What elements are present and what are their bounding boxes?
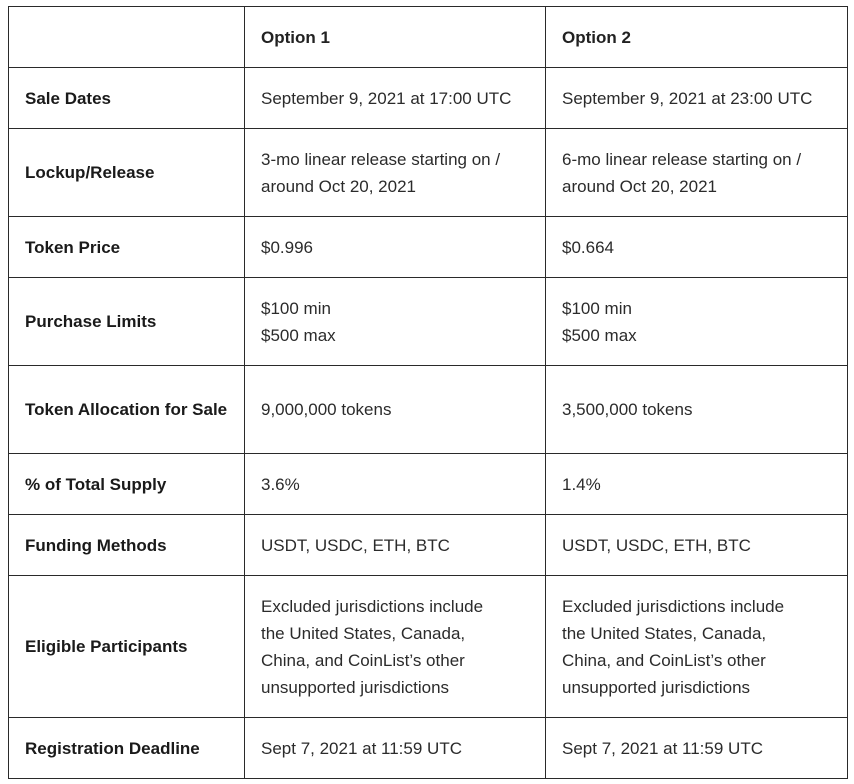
option-1-value bbox=[245, 515, 546, 576]
value-line: $500 max bbox=[562, 325, 637, 345]
value-line: USDT, USDC, ETH, BTC bbox=[261, 535, 450, 555]
value-line: Sept 7, 2021 at 11:59 UTC bbox=[261, 738, 462, 758]
option-1-value bbox=[245, 366, 546, 454]
header-empty-cell bbox=[9, 7, 245, 68]
value-line: Excluded jurisdictions include bbox=[261, 596, 484, 616]
option-2-value bbox=[546, 68, 848, 129]
option-1-value bbox=[245, 718, 546, 779]
value-line: 1.4% bbox=[562, 474, 601, 494]
row-label-total-supply: % of Total Supply bbox=[9, 454, 245, 515]
value-line: 9,000,000 tokens bbox=[261, 400, 392, 419]
value-line: the United States, Canada, bbox=[562, 623, 767, 643]
value-line: September 9, 2021 at 23:00 UTC bbox=[562, 88, 813, 108]
row-label-eligible-participants: Eligible Participants bbox=[9, 576, 245, 718]
row-label-sale-dates: Sale Dates bbox=[9, 68, 245, 129]
header-option-1: Option 1 bbox=[245, 7, 546, 68]
option-2-value bbox=[546, 454, 848, 515]
value-line: 6-mo linear release starting on / bbox=[562, 149, 802, 169]
value-line: $0.664 bbox=[562, 237, 614, 257]
option-1-value bbox=[245, 454, 546, 515]
value-line: $0.996 bbox=[261, 237, 313, 257]
option-2-value bbox=[546, 515, 848, 576]
table-row bbox=[9, 217, 848, 278]
value-line: around Oct 20, 2021 bbox=[261, 176, 417, 196]
table-row bbox=[9, 278, 848, 366]
option-2-value bbox=[546, 129, 848, 217]
value-line: 3,500,000 tokens bbox=[562, 400, 693, 419]
table-row bbox=[9, 576, 848, 718]
option-2-value bbox=[546, 366, 848, 454]
option-2-value bbox=[546, 718, 848, 779]
row-label-registration-deadline: Registration Deadline bbox=[9, 718, 245, 779]
value-line: China, and CoinList’s other bbox=[562, 650, 766, 670]
value-line: unsupported jurisdictions bbox=[261, 677, 450, 697]
value-line: unsupported jurisdictions bbox=[562, 677, 751, 697]
option-1-value bbox=[245, 68, 546, 129]
value-line: around Oct 20, 2021 bbox=[562, 176, 718, 196]
value-line: 3.6% bbox=[261, 474, 300, 494]
option-1-value bbox=[245, 217, 546, 278]
value-line: $500 max bbox=[261, 325, 336, 345]
option-1-value bbox=[245, 129, 546, 217]
value-line: Excluded jurisdictions include bbox=[562, 596, 785, 616]
value-line: USDT, USDC, ETH, BTC bbox=[562, 535, 751, 555]
table-row bbox=[9, 718, 848, 779]
row-label-token-price: Token Price bbox=[9, 217, 245, 278]
value-line: Sept 7, 2021 at 11:59 UTC bbox=[562, 738, 763, 758]
option-1-value bbox=[245, 278, 546, 366]
option-2-value bbox=[546, 217, 848, 278]
header-row bbox=[9, 7, 848, 68]
value-line: 3-mo linear release starting on / bbox=[261, 149, 501, 169]
option-2-value bbox=[546, 576, 848, 718]
header-option-2: Option 2 bbox=[546, 7, 848, 68]
table-row bbox=[9, 129, 848, 217]
row-label-purchase-limits: Purchase Limits bbox=[9, 278, 245, 366]
row-label-lockup-release: Lockup/Release bbox=[9, 129, 245, 217]
value-line: China, and CoinList’s other bbox=[261, 650, 465, 670]
option-2-value bbox=[546, 278, 848, 366]
value-line: the United States, Canada, bbox=[261, 623, 466, 643]
token-sale-table bbox=[8, 6, 848, 779]
value-line: September 9, 2021 at 17:00 UTC bbox=[261, 88, 512, 108]
table-row bbox=[9, 68, 848, 129]
row-label-token-allocation: Token Allocation for Sale bbox=[9, 366, 245, 454]
table-row bbox=[9, 454, 848, 515]
row-label-funding-methods: Funding Methods bbox=[9, 515, 245, 576]
table-row bbox=[9, 366, 848, 454]
table-row bbox=[9, 515, 848, 576]
value-line: $100 min bbox=[261, 298, 331, 318]
option-1-value bbox=[245, 576, 546, 718]
value-line: $100 min bbox=[562, 298, 632, 318]
